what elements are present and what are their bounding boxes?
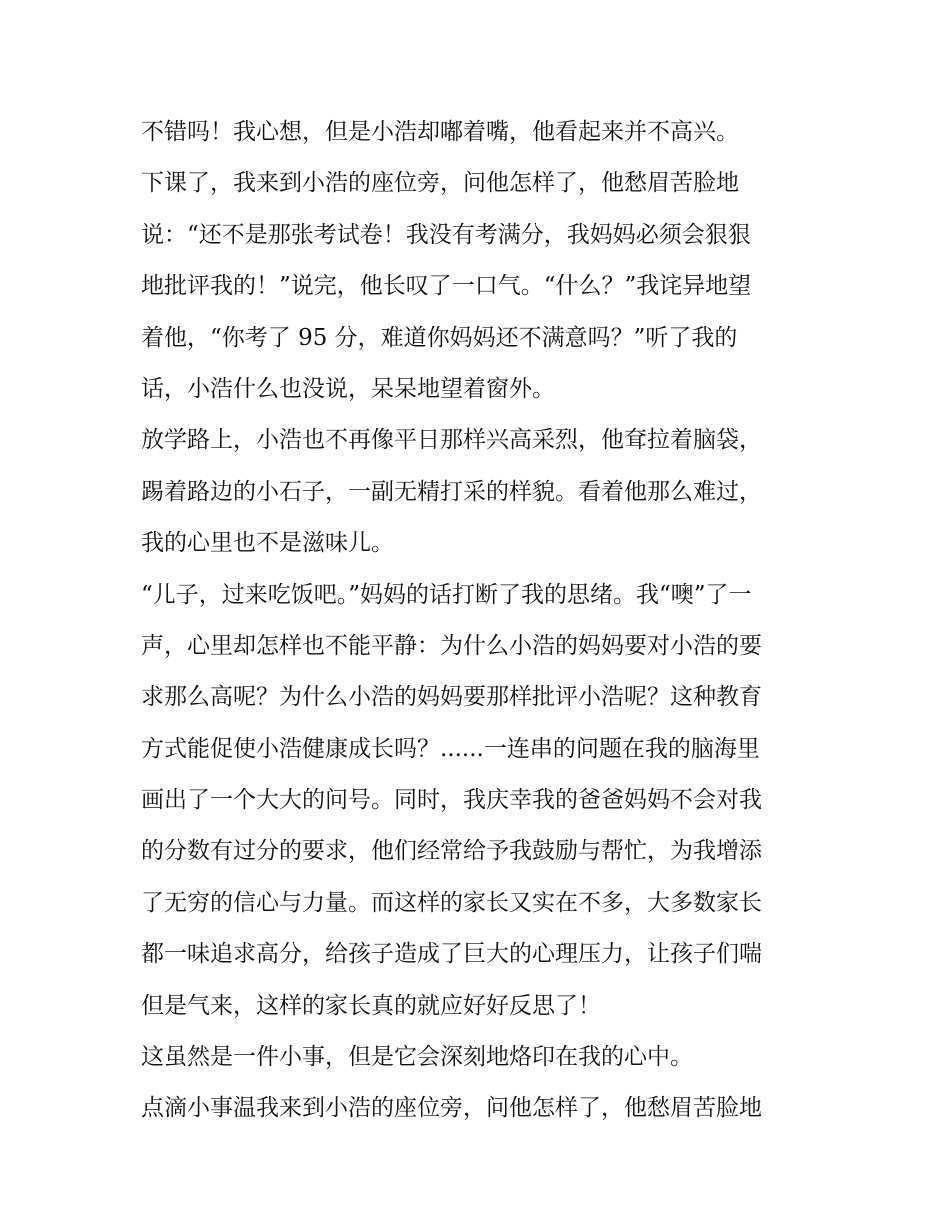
text-line: 求那么高呢？为什么小浩的妈妈要那样批评小浩呢？这种教育 (141, 684, 762, 711)
text-line: 着他，“你考了 95 分，难道你妈妈还不满意吗？”听了我的 (141, 324, 738, 351)
text-line: 声，心里却怎样也不能平静：为什么小浩的妈妈要对小浩的要 (141, 632, 762, 659)
text-line: 方式能促使小浩健康成长吗？......一连串的问题在我的脑海里 (141, 735, 760, 762)
text-line: 不错吗！我心想，但是小浩却嘟着嘴，他看起来并不高兴。 (141, 119, 739, 145)
text-line: 说：“还不是那张考试卷！我没有考满分，我妈妈必须会狠狠 (141, 221, 751, 248)
text-line: 话，小浩什么也没说，呆呆地望着窗外。 (141, 375, 555, 402)
text-line: 了无穷的信心与力量。而这样的家长又实在不多，大多数家长 (141, 889, 762, 916)
text-line: 放学路上，小浩也不再像平日那样兴高采烈，他耷拉着脑袋， (141, 427, 762, 454)
text-line: 都一味追求高分，给孩子造成了巨大的心理压力，让孩子们喘 (141, 941, 762, 968)
text-line: 点滴小事温我来到小浩的座位旁，问他怎样了，他愁眉苦脸地 (141, 1095, 762, 1122)
text-line: 但是气来，这样的家长真的就应好好反思了！ (141, 992, 601, 1019)
text-line: 的分数有过分的要求，他们经常给予我鼓励与帮忙，为我增添 (141, 838, 762, 865)
text-line: “儿子，过来吃饭吧。”妈妈的话打断了我的思绪。我“噢”了一 (141, 581, 752, 608)
text-line: 地批评我的！”说完，他长叹了一口气。“什么？”我诧异地望 (141, 273, 752, 300)
text-line: 这虽然是一件小事，但是它会深刻地烙印在我的心中。 (141, 1044, 693, 1071)
document-body (141, 107, 813, 1135)
text-line: 下课了，我来到小浩的座位旁，问他怎样了，他愁眉苦脸地 (141, 170, 739, 197)
text-line: 我的心里也不是滋味儿。 (141, 530, 394, 557)
text-line: 画出了一个大大的问号。同时，我庆幸我的爸爸妈妈不会对我 (141, 787, 762, 814)
text-line: 踢着路边的小石子，一副无精打采的样貌。看着他那么难过， (141, 478, 762, 505)
